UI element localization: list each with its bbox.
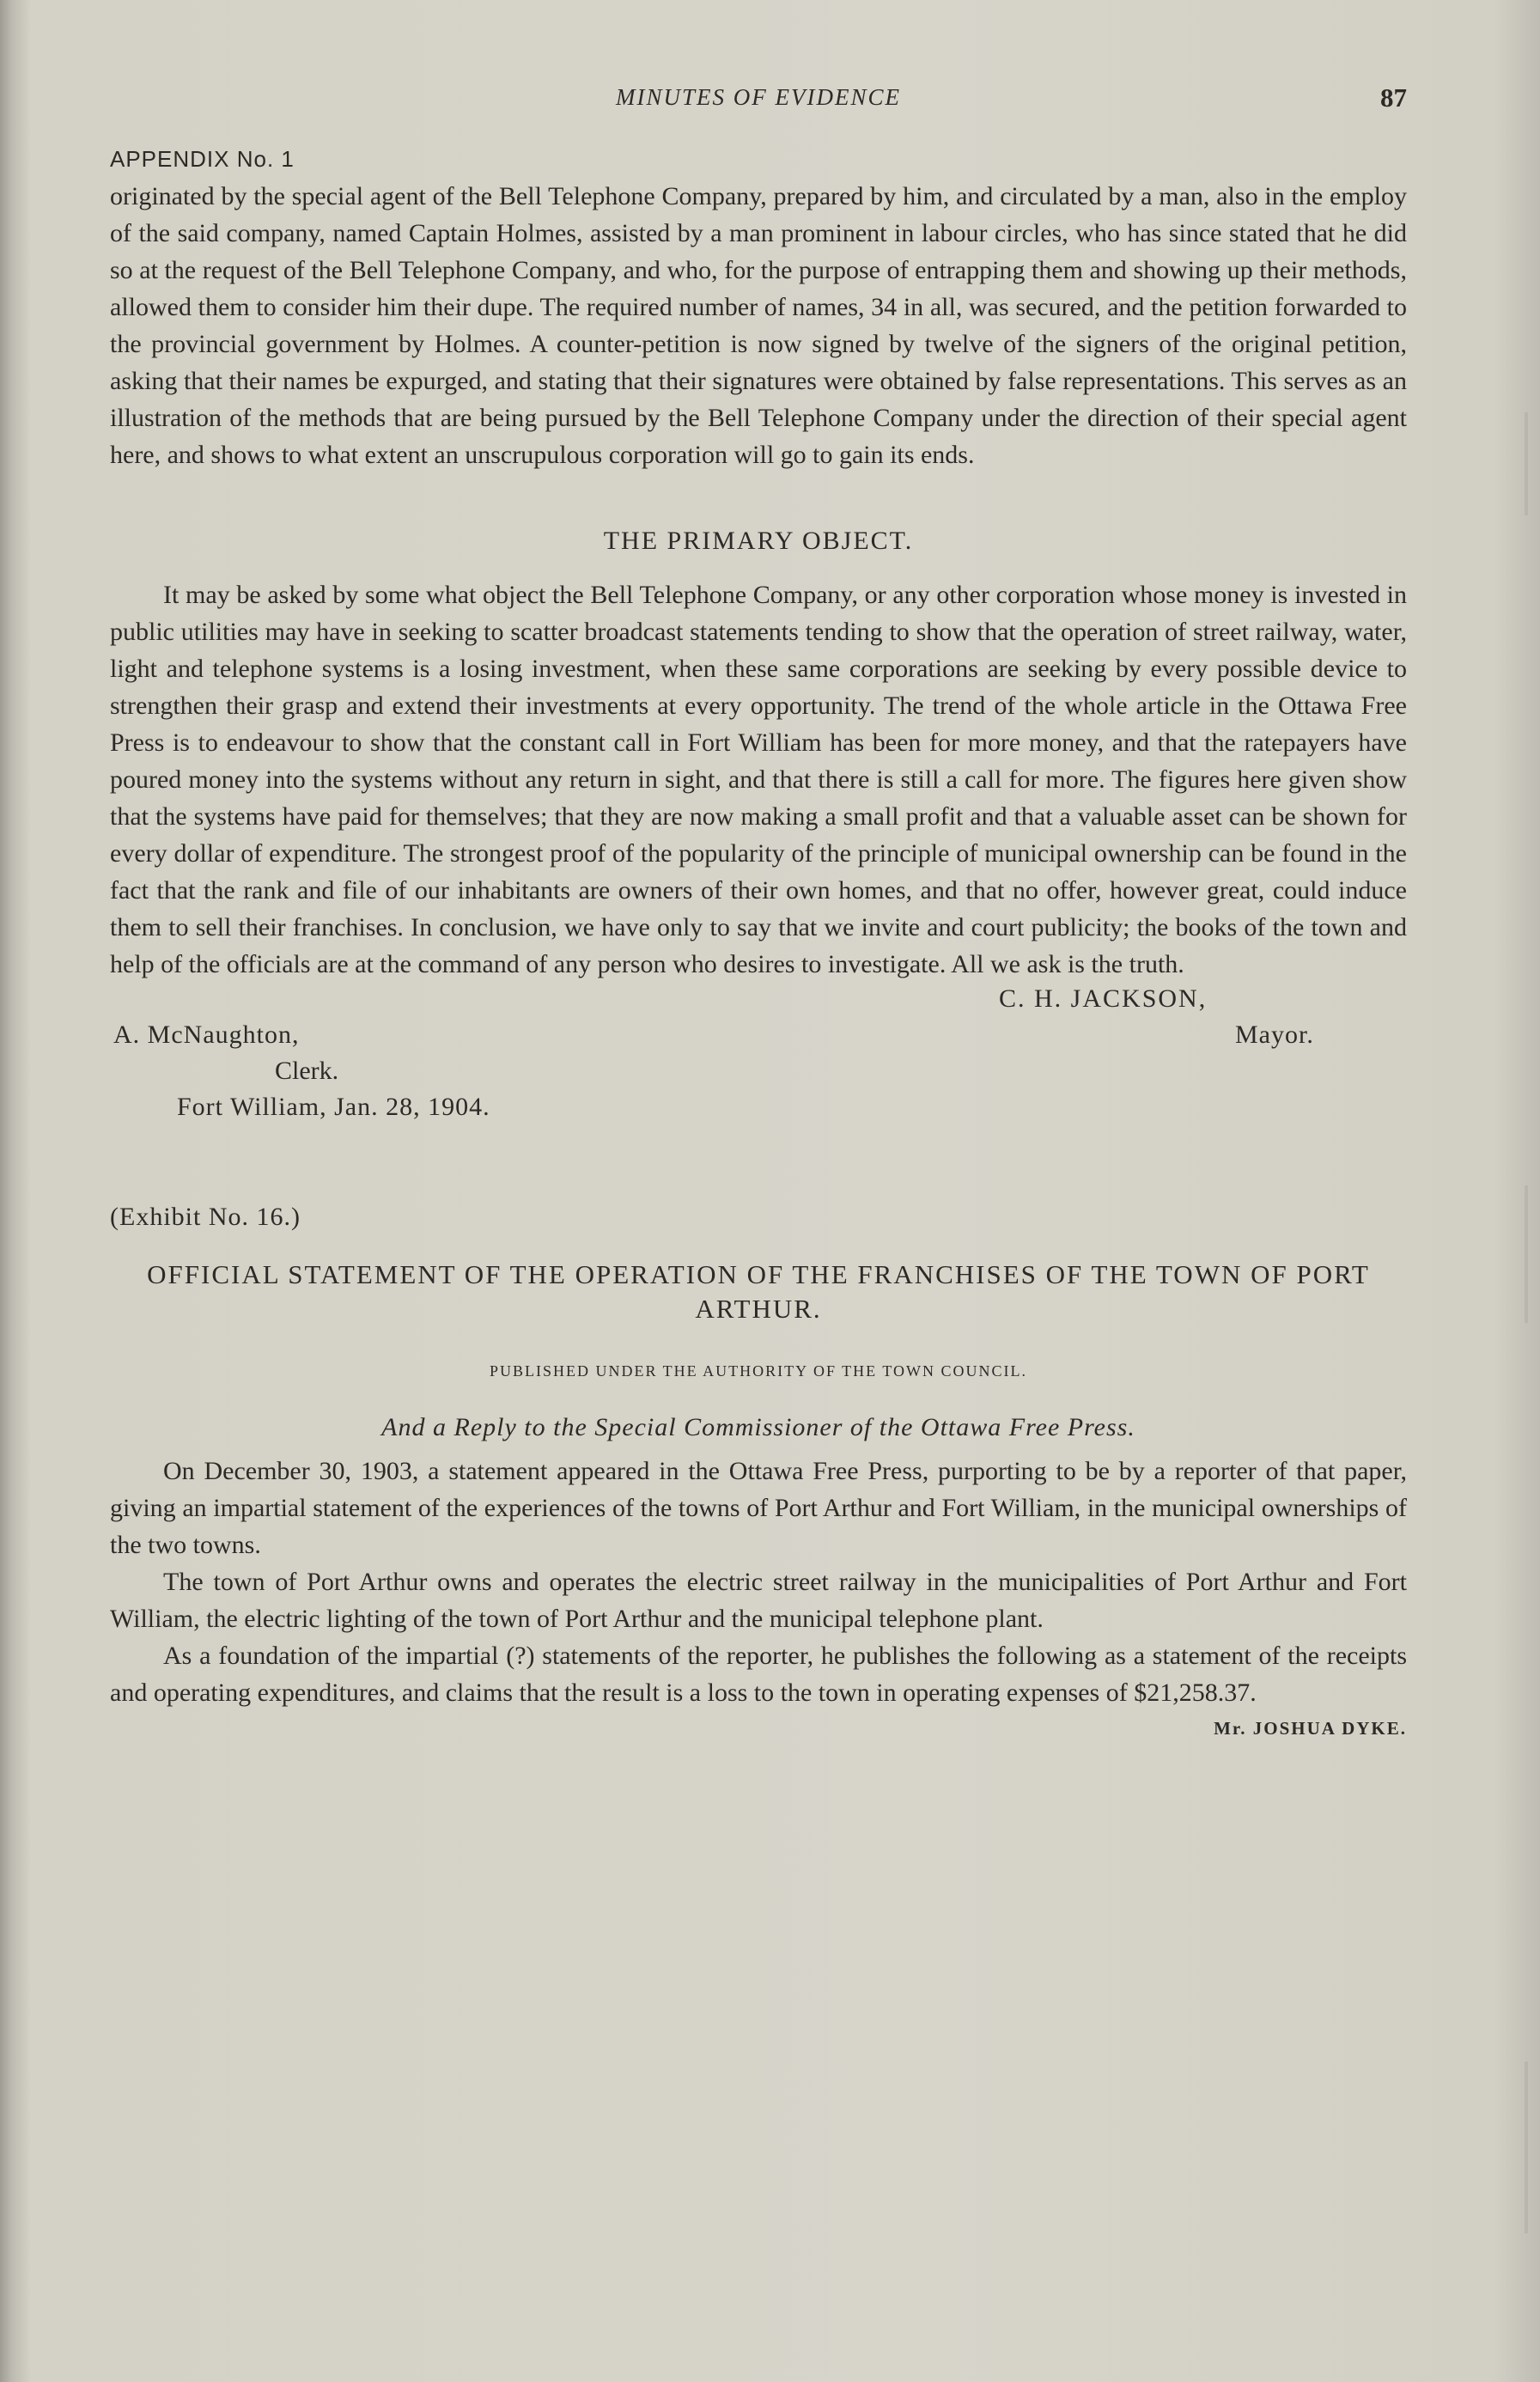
page-edge-mark xyxy=(1525,2062,1528,2233)
mayor-title: Mayor. xyxy=(1235,1020,1314,1049)
exhibit-paragraph-2: The town of Port Arthur owns and operates the electric street railway in the municipalities of Port Arthur and Fort William, the electric lighting of the town of Port Arthur and the municipal telephone plant. xyxy=(110,1568,1407,1633)
exhibit-label: (Exhibit No. 16.) xyxy=(110,1203,301,1231)
clerk-title: Clerk. xyxy=(275,1057,339,1085)
clerk-name: A. McNaughton, xyxy=(113,1020,300,1049)
opening-paragraph: originated by the special agent of the Bell Telephone Company, prepared by him, and circulated by a man, also in the employ of the said company, named Captain Holmes, assisted by a man prominent in labour circles, who has since stated that he did so at the request of the Bell Telephone Company, and who, for the purpose of entrapping them and showing up their methods, allowed them to consider him their dupe. The required number of names, 34 in all, was secured, and the petition forwarded to the provincial government by Holmes. A counter-petition is now signed by twelve of the signers of the original petition, asking that their names be expurged, and stating that their signatures were obtained by false representations. This serves as an illustration of the methods that are being pursued by the Bell Telephone Company under the direction of their special agent here, and shows to what extent an unscrupulous corporation will go to gain its ends. xyxy=(110,182,1407,469)
reply-title: And a Reply to the Special Commissioner of the Ottawa Free Press. xyxy=(381,1413,1135,1441)
signoff-block xyxy=(110,984,1407,1127)
section-title-primary-object: THE PRIMARY OBJECT. xyxy=(603,527,914,555)
running-title: MINUTES OF EVIDENCE xyxy=(616,84,901,110)
place-date: Fort William, Jan. 28, 1904. xyxy=(177,1093,490,1121)
primary-object-paragraph: It may be asked by some what object the Bell Telephone Company, or any other corporation whose money is invested in public utilities may have in seeking to scatter broadcast statements tending to show that the operation of street railway, water, light and telephone systems is a losing investment, when these same corporations are seeking by every possible device to strengthen their grasp and extend their investments at every opportunity. The trend of the whole article in the Ottawa Free Press is to endeavour to show that the constant call in Fort William has been for more money, and that the ratepayers have poured money into the systems without any return in sight, and that there is still a call for more. The figures here given show that the systems have paid for themselves; that they are now making a small profit and that a valuable asset can be shown for every dollar of expenditure. The strongest proof of the popularity of the principle of municipal ownership can be found in the fact that the rank and file of our inhabitants are owners of their own homes, and that no offer, however great, could induce them to sell their franchises. In conclusion, we have only to say that we invite and court publicity; the books of the town and help of the officials are at the command of any person who desires to investigate. All we ask is the truth. xyxy=(110,581,1407,978)
exhibit-paragraph-1: On December 30, 1903, a statement appeared in the Ottawa Free Press, purporting to be by a reporter of that paper, giving an impartial statement of the experiences of the towns of Port Arthur and Fort William, in the municipal ownerships of the two towns. xyxy=(110,1457,1407,1559)
page-edge-mark xyxy=(1525,412,1528,515)
page-number: 87 xyxy=(1380,82,1407,113)
running-head xyxy=(110,76,1407,127)
exhibit-paragraph-3: As a foundation of the impartial (?) statements of the reporter, he publishes the following as a statement of the receipts and operating expenditures, and claims that the result is a loss to the town in operating expenses of $21,258.37. xyxy=(110,1642,1407,1707)
page-content xyxy=(110,76,1407,1739)
published-line: PUBLISHED UNDER THE AUTHORITY OF THE TOWN COUNCIL. xyxy=(490,1362,1027,1380)
page-edge-mark xyxy=(1525,1185,1528,1323)
official-statement-title: OFFICIAL STATEMENT OF THE OPERATION OF THE FRANCHISES OF THE TOWN OF PORT ARTHUR. xyxy=(147,1259,1370,1324)
signature: Mr. JOSHUA DYKE. xyxy=(1214,1718,1407,1739)
mayor-name: C. H. JACKSON, xyxy=(999,984,1208,1013)
appendix-label: APPENDIX No. 1 xyxy=(110,146,295,172)
